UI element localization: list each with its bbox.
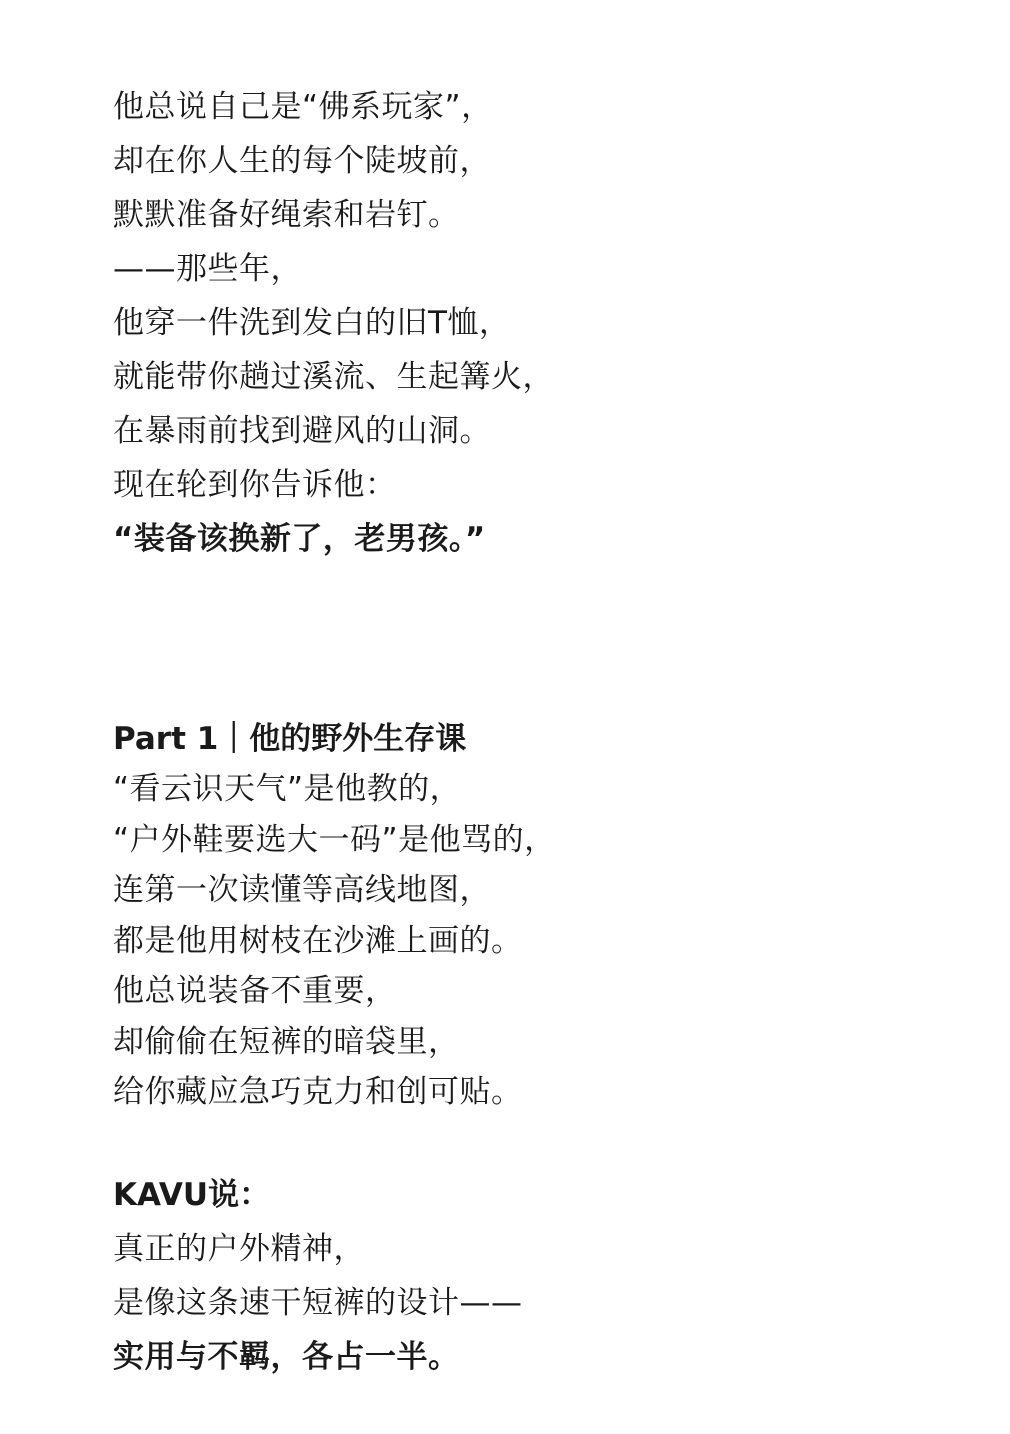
intro-emphasis-quote: “装备该换新了，老男孩。” — [113, 521, 486, 557]
intro-line: 他穿一件洗到发白的旧T恤， — [113, 305, 511, 341]
kavu-emphasis: 实用与不羁，各占一半。 — [113, 1338, 460, 1375]
kavu-line: 真正的户外精神， — [113, 1230, 365, 1267]
section-spacer — [113, 1118, 973, 1168]
intro-line: ——那些年， — [113, 251, 302, 287]
part1-line: “看云识天气”是他教的， — [113, 771, 462, 807]
part1-section — [113, 714, 973, 1118]
kavu-line: 是像这条速干短裤的设计—— — [113, 1284, 523, 1321]
intro-line: 就能带你趟过溪流、生起篝火， — [113, 359, 554, 395]
intro-line: 他总说自己是“佛系玩家”， — [113, 89, 493, 125]
intro-section — [113, 80, 973, 566]
section-spacer — [113, 566, 973, 714]
intro-line: 却在你人生的每个陡坡前， — [113, 143, 491, 179]
part1-line: 却偷偷在短裤的暗袋里， — [113, 1023, 460, 1060]
part1-line: 给你藏应急巧克力和创可贴。 — [113, 1074, 523, 1110]
article-body — [113, 80, 973, 1384]
part1-title: Part 1｜他的野外生存课 — [113, 721, 467, 757]
part1-line: “户外鞋要选大一码”是他骂的， — [113, 821, 556, 858]
part1-line: 都是他用树枝在沙滩上画的。 — [113, 922, 523, 959]
intro-line: 默默准备好绳索和岩钉。 — [113, 197, 460, 233]
part1-line: 他总说装备不重要， — [113, 973, 397, 1009]
part1-body — [113, 764, 973, 1118]
intro-line: 在暴雨前找到避风的山洞。 — [113, 413, 491, 449]
part1-line: 连第一次读懂等高线地图， — [113, 872, 491, 908]
kavu-section — [113, 1168, 973, 1384]
kavu-body — [113, 1222, 973, 1384]
intro-line: 现在轮到你告诉他： — [113, 467, 397, 503]
kavu-heading: KAVU说： — [113, 1176, 271, 1213]
